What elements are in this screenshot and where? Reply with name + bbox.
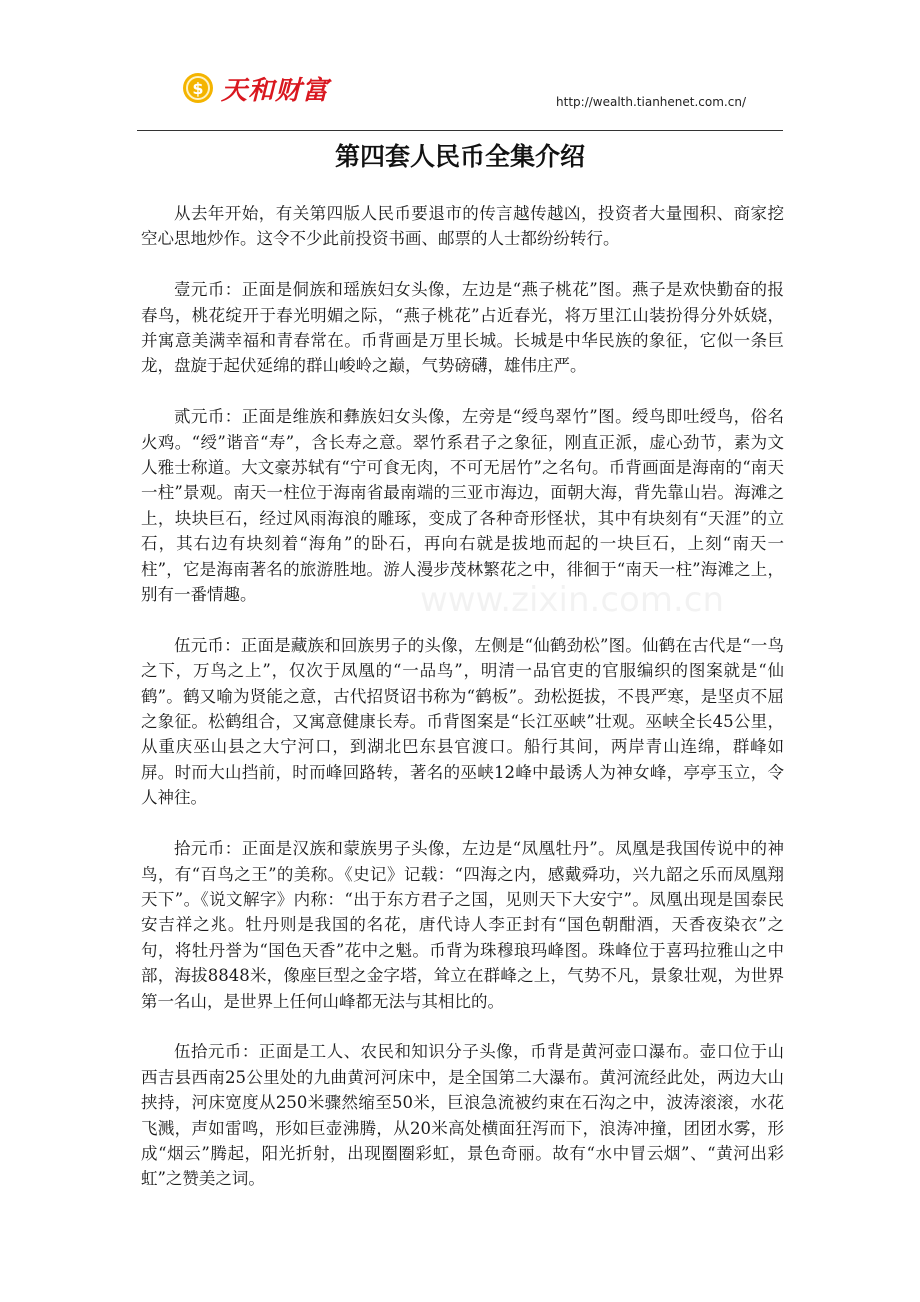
logo (181, 70, 329, 106)
watermark: www.zixin.com.cn (420, 580, 724, 620)
paragraph-intro: 从去年开始，有关第四版人民币要退市的传言越传越凶，投资者大量囤积、商家挖空心思地炒作。这令不少此前投资书画、邮票的人士都纷纷转行。 (141, 204, 784, 249)
paragraph-50-yuan: 伍拾元币：正面是工人、农民和知识分子头像，币背是黄河壶口瀑布。壶口位于山西吉县西南25公里处的九曲黄河河床中，是全国第二大瀑布。黄河流经此处，两边大山挟持，河床宽度从250米骤然缩至50米，巨浪急流被约束在石沟之中，波涛滚滚，水花飞溅，声如雷鸣，形如巨壶沸腾，从20米高处横面狂泻而下，浪涛冲撞，团团水雾，形成“烟云”腾起，阳光折射，出现圈圈彩虹，景色奇丽。故有“水中冒云烟”、“黄河出彩虹”之赞美之词。 (141, 1042, 784, 1189)
coin-logo-icon (181, 71, 215, 105)
paragraph-1-yuan: 壹元币：正面是侗族和瑶族妇女头像，左边是“燕子桃花”图。燕子是欢快勤奋的报春鸟，桃花绽开于春光明媚之际，“燕子桃花”占近春光，将万里江山装扮得分外妖娆，并寓意美满幸福和青春常在。币背画是万里长城。长城是中华民族的象征，它似一条巨龙，盘旋于起伏延绵的群山峻岭之巅，气势磅礴，雄伟庄严。 (141, 280, 784, 376)
logo-text: 天和财富 (221, 75, 330, 106)
paragraph-2-yuan: 贰元币：正面是维族和彝族妇女头像，左旁是“绶鸟翠竹”图。绶鸟即吐绶鸟，俗名火鸡。“绶”谐音“寿”，含长寿之意。翠竹系君子之象征，刚直正派，虚心劲节，素为文人雅士称道。大文豪苏轼有“宁可食无肉，不可无居竹”之名句。币背画面是海南的“南天一柱”景观。南天一柱位于海南省最南端的三亚市海边，面朝大海，背先靠山岩。海滩之上，块块巨石，经过风雨海浪的雕琢，变成了各种奇形怪状，其中有块刻有“天涯”的立石，其右边有块刻着“海角”的卧石，再向右就是拔地而起的一块巨石，上刻“南天一柱”，它是海南著名的旅游胜地。游人漫步茂林繁花之中，徘徊于“南天一柱”海滩之上，别有一番情趣。 (141, 407, 784, 605)
article-body (141, 201, 784, 1217)
site-url[interactable]: http://wealth.tianhenet.com.cn/ (556, 95, 746, 109)
paragraph-5-yuan: 伍元币：正面是藏族和回族男子的头像，左侧是“仙鹤劲松”图。仙鹤在古代是“一鸟之下，万鸟之上”，仅次于凤凰的“一品鸟”，明清一品官吏的官服编织的图案就是“仙鹤”。鹤又喻为贤能之意，古代招贤诏书称为“鹤板”。劲松挺拔，不畏严寒，是坚贞不屈之象征。松鹤组合，又寓意健康长寿。币背图案是“长江巫峡”壮观。巫峡全长45公里，从重庆巫山县之大宁河口，到湖北巴东县官渡口。船行其间，两岸青山连绵，群峰如屏。时而大山挡前，时而峰回路转，著名的巫峡12峰中最诱人为神女峰，亭亭玉立，令人神往。 (141, 635, 784, 808)
page-header (137, 60, 783, 131)
paragraph-10-yuan: 拾元币：正面是汉族和蒙族男子头像，左边是“凤凰牡丹”。凤凰是我国传说中的神鸟，有“百鸟之王”的美称。《史记》记载：“四海之内，感戴舜功，兴九韶之乐而凤凰翔天下”。《说文解字》内称：“出于东方君子之国，见则天下大安宁”。凤凰出现是国泰民安吉祥之兆。牡丹则是我国的名花，唐代诗人李正封有“国色朝酣酒，天香夜染衣”之句，将牡丹誉为“国色天香”花中之魁。币背为珠穆琅玛峰图。珠峰位于喜玛拉雅山之中部，海拔8848米，像座巨型之金字塔，耸立在群峰之上，气势不凡，景象壮观，为世界第一名山，是世界上任何山峰都无法与其相比的。 (141, 839, 784, 1011)
page-title: 第四套人民币全集介绍 (334, 142, 585, 171)
logo-symbol: $ (192, 79, 204, 98)
